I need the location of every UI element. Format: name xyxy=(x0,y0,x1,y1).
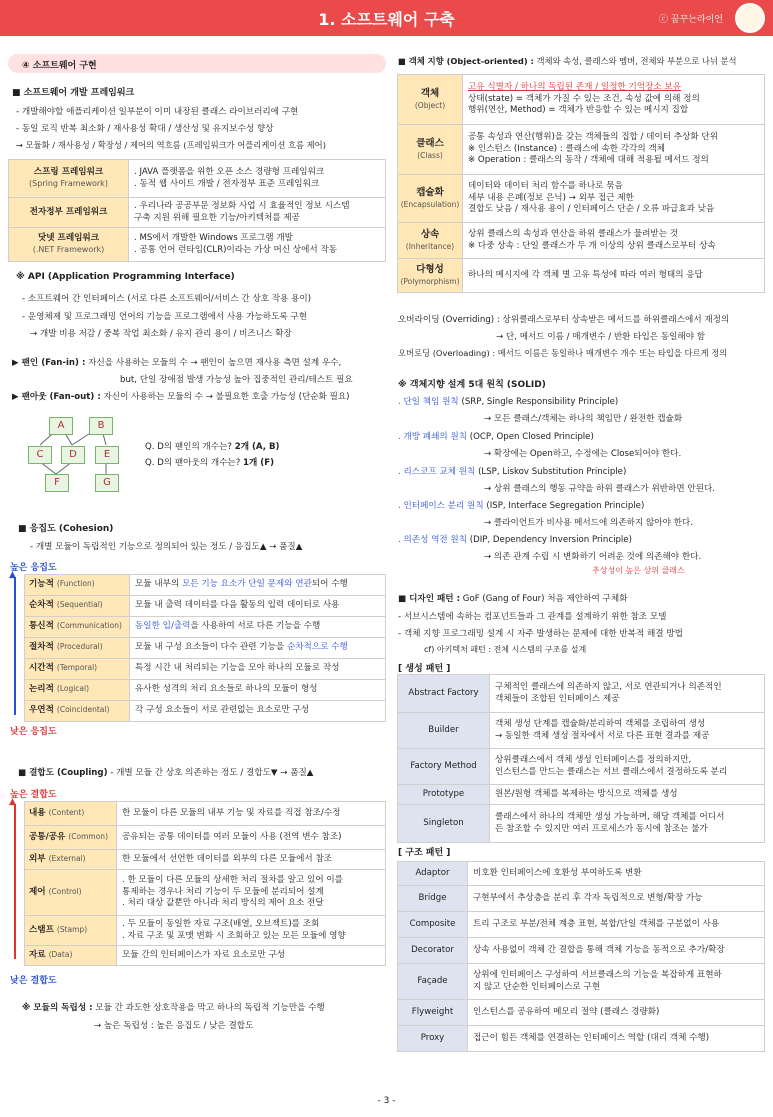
solid-title: ※ 객체지향 설계 5대 원칙 (SOLID) xyxy=(398,380,546,390)
arrow-up-icon: ▲ xyxy=(9,570,16,580)
node-e: E xyxy=(95,446,119,464)
creational-title: [ 생성 패턴 ] xyxy=(398,664,451,674)
coupling-high: 높은 결합도 xyxy=(10,790,57,800)
solid-dip-desc: → 의존 관계 수립 시 변화하기 어려운 것에 의존해야 한다. xyxy=(484,552,702,562)
coupling-table: 내용 (Content) 한 모듈이 다른 모듈의 내부 기능 및 자료를 직접 참조/수정 공통/공유 (Common) 공유되는 공통 데이터를 여러 모듈이 사용 (전역 변수 참조) 외부 (External) 한 모듈에서 선언한 데이터를 외부의 다른 모듈에서 참조 제어 (Control) . 한 모듈이 다른 모듈의 상세한 처리 절차를 알고 있어 이를 통제하는 경우나 처리 기능이 두 모듈에 분리되어 설계 . 처리 대상 값뿐만 아니라 처리 방식의 제어 요소 전달 스탬프 (Stamp) . 두 모듈이 동일한 자료 구조(배열, 오브젝트)를 조회 . 자료 구조 및 포맷 변화 시 조회하고 있는 모든 모듈에 영향 자료 (Data) 모듈 간의 인터페이스가 자료 요소로만 구성 xyxy=(24,801,386,966)
oo-title: ■ 객체 지향 (Object-oriented) : 객체와 속성, 클래스와 멤버, 전체와 부분으로 나뉘 분석 xyxy=(398,56,737,66)
cohesion-arrow xyxy=(14,577,16,715)
independence: ※ 모듈의 독립성 : 모듈 간 과도한 상호작용을 막고 하나의 독립적 기능만을 수행 xyxy=(22,1003,325,1013)
cohesion-low: 낮은 응집도 xyxy=(10,727,57,737)
independence-cont: → 높은 독립성 : 높은 응집도 / 낮은 결합도 xyxy=(94,1021,254,1031)
node-a: A xyxy=(49,417,73,435)
fw-sub: (Spring Framework) xyxy=(29,178,108,188)
solid-lsp: . 리스코프 교체 원칙 (LSP, Liskov Substitution Principle) xyxy=(398,467,627,477)
solid-isp-desc: → 클라이언트가 비사용 메서드에 의존하지 않아야 한다. xyxy=(484,518,693,528)
overloading: 오버로딩 (Overloading) : 메서드 이름은 동일하나 매개변수 개수 또는 타입을 다르게 정의 xyxy=(398,348,728,358)
question-2: Q. D의 팬아웃의 개수는? 1개 (F) xyxy=(145,458,275,468)
node-b: B xyxy=(89,417,113,435)
section-pill: ④ 소프트웨어 구현 xyxy=(8,54,386,73)
arrow-up-icon: ▲ xyxy=(9,797,16,807)
dp-line: - 서브시스템에 속하는 컴포넌트들과 그 관계를 설계하기 위한 참조 모델 xyxy=(398,612,667,622)
solid-ocp-desc: → 확장에는 Open하고, 수정에는 Close되어야 한다. xyxy=(484,449,682,459)
api-line: → 개발 비용 저감 / 중복 작업 최소화 / 유지 관리 용이 / 비즈니스 확장 xyxy=(30,329,292,339)
cohesion-title: ■ 응집도 (Cohesion) xyxy=(18,524,114,534)
coupling-arrow xyxy=(14,804,16,959)
overriding-cont: → 단, 메서드 이름 / 매개변수 / 반환 타입은 동일해야 함 xyxy=(496,332,706,342)
framework-table: 스프링 프레임워크 (Spring Framework) . JAVA 플랫폼을 위한 오픈 소스 경량형 프레임워크 . 동적 웹 사이트 개발 / 전자정부 표준 프레임워크 전자정부 프레임워크 . 우리나라 공공부문 정보화 사업 시 효율적인 정보 시스템 구축 지원 위해 필요한 기능/아키텍처를 제공 닷넷 프레임워크 (.NET Framework) . MS에서 개발한 Windows 프로그램 개발 . 공통 언어 런타임(CLR)이라는 가상 머신 상에서 작동 xyxy=(8,159,386,262)
dp-title: ■ 디자인 패턴 : GoF (Gang of Four) 처음 제안하여 구체화 xyxy=(398,594,628,604)
fw-name: 스프링 프레임워크 xyxy=(33,166,104,177)
solid-srp-desc: → 모든 클래스/객체는 하나의 책임만 / 완전한 캡슐화 xyxy=(484,414,683,424)
fan-in-cont: but, 단일 장애점 발생 가능성 높아 집중적인 관리/테스트 필요 xyxy=(120,375,353,385)
copyright: ⓒ 꿈꾸는라이언 xyxy=(658,15,723,25)
solid-note: 추상성이 높은 상위 클래스 xyxy=(592,566,685,575)
api-title: ※ API (Application Programming Interface) xyxy=(16,272,235,282)
page-title: 1. 소프트웨어 구축 xyxy=(318,10,455,29)
page-header xyxy=(0,0,773,36)
cohesion-high: 높은 응집도 xyxy=(10,563,57,573)
overriding: 오버라이딩 (Overriding) : 상위클래스로부터 상속받은 메서드를 하위클래스에서 재정의 xyxy=(398,315,730,325)
solid-lsp-desc: → 상위 클래스의 행동 규약을 하위 클래스가 위반하면 안된다. xyxy=(484,484,716,494)
oo-table: 객체 (Object) 고유 식별자 / 하나의 독립된 존재 / 일정한 기억장소 보유 상태(state) = 객체가 가질 수 있는 조건, 속성 값에 의해 정의 행위(연산, Method) = 객체가 반응할 수 있는 메시지 집합 클래스 (Class) 공통 속성과 연산(행위)을 갖는 객체들의 집합 / 데이터 추상화 단위 ※ 인스턴스 (Instance) : 클래스에 속한 각각의 객체 ※ Operation : 클래스의 동작 / 객체에 대해 적용될 메서드 정의 캡슐화 (Encapsulation) 데이터와 데이터 처리 함수를 하나로 묶음 세부 내용 은폐(정보 은닉) → 외부 접근 제한 결합도 낮음 / 재사용 용이 / 인터페이스 단순 / 오류 파급효과 낮음 상속 (Inheritance) 상위 클래스의 속성과 연산을 하위 클래스가 물려받는 것 ※ 다중 상속 : 단일 클래스가 두 개 이상의 상위 클래스로부터 상속 다형성 (Polymorphism) 하나의 메시지에 각 객체 별 고유 특성에 따라 여러 형태의 응답 xyxy=(397,74,765,293)
lion-logo-icon xyxy=(735,3,765,33)
fw-line: - 동일 로직 반복 최소화 / 재사용성 확대 / 생산성 및 유지보수성 향상 xyxy=(16,124,274,134)
question-1: Q. D의 팬인의 개수는? 2개 (A, B) xyxy=(145,442,280,452)
page-number: - 3 - xyxy=(377,1096,396,1106)
dp-line: - 객체 지향 프로그래밍 설계 시 자주 발생하는 문제에 대한 반복적 해결 방법 xyxy=(398,629,683,639)
fw-title: ■ 소프트웨어 개발 프레임워크 xyxy=(12,88,135,98)
cohesion-table: 기능적 (Function) 모듈 내부의 모든 기능 요소가 단일 문제와 연관되어 수행 순차적 (Sequential) 모듈 내 출력 데이터를 다음 활동의 입력 데이터로 사용 통신적 (Communication) 동일한 입/출력을 사용하여 서로 다른 기능을 수행 절차적 (Procedural) 모듈 내 구성 요소들이 다수 관련 기능을 순차적으로 수행 시간적 (Temporal) 특정 시간 내 처리되는 기능을 모아 하나의 모듈로 작성 논리적 (Logical) 유사한 성격의 처리 요소들로 하나의 모듈이 형성 우연적 (Coincidental) 각 구성 요소들이 서로 관련없는 요소로만 구성 xyxy=(24,574,386,722)
solid-dip: . 의존성 역전 원칙 (DIP, Dependency Inversion Principle) xyxy=(398,535,632,545)
solid-isp: . 인터페이스 분리 원칙 (ISP, Interface Segregation Principle) xyxy=(398,501,645,511)
fan-out: ▶ 팬아웃 (Fan-out) : 자신이 사용하는 모듈의 수 → 불필요한 호출 가능성 (단순화 필요) xyxy=(12,392,350,402)
coupling-title: ■ 결합도 (Coupling) - 개별 모듈 간 상호 의존하는 정도 / 결합도▼ → 품질▲ xyxy=(18,768,314,778)
cohesion-desc: - 개별 모듈이 독립적인 기능으로 정의되어 있는 정도 / 응집도▲ → 품질▲ xyxy=(30,542,303,552)
node-c: C xyxy=(28,446,52,464)
dp-line: cf) 아키텍처 패턴 : 전체 시스템의 구조를 설계 xyxy=(424,645,587,654)
api-line: - 소프트웨어 간 인터페이스 (서로 다른 소프트웨어/서비스 간 상호 작용 용이) xyxy=(22,294,312,304)
fw-line: - 개발해야할 애플리케이션 일부분이 이미 내장된 클래스 라이브러리에 구현 xyxy=(16,107,299,117)
structural-title: [ 구조 패턴 ] xyxy=(398,848,451,858)
solid-srp: . 단일 책임 원칙 (SRP, Single Responsibility Principle) xyxy=(398,397,619,407)
fw-line: → 모듈화 / 재사용성 / 확장성 / 제어의 역흐름 (프레임워크가 어플리케이션 흐름 제어) xyxy=(16,140,326,150)
node-d: D xyxy=(61,446,85,464)
node-g: G xyxy=(95,474,119,492)
solid-ocp: . 개방 폐쇄의 원칙 (OCP, Open Closed Principle) xyxy=(398,432,594,442)
fw-name: 닷넷 프레임워크 xyxy=(37,232,100,243)
fan-in: ▶ 팬인 (Fan-in) : 자신을 사용하는 모듈의 수 → 팬인이 높으면 재사용 측면 설계 우수, xyxy=(12,358,342,368)
api-line: - 운영체제 및 프로그래밍 언어의 기능을 프로그램에서 사용 가능하도록 구현 xyxy=(22,312,308,322)
node-f: F xyxy=(45,474,69,492)
creational-table: Abstract Factory 구체적인 클래스에 의존하지 않고, 서로 연관되거나 의존적인 객체들이 조합된 인터페이스 제공 Builder 객체 생성 단계를 캡슐화/분리하여 객체를 조립하여 생성 → 동일한 객체 생성 절차에서 서로 다른 표현 결과를 제공 Factory Method 상위클래스에서 객체 생성 인터페이스를 정의하지만, 인스턴스를 만드는 클래스는 서브 클래스에서 결정하도록 분리 Prototype 원본/원형 객체를 복제하는 방식으로 객체를 생성 Singleton 클래스에서 하나의 객체만 생성 가능하며, 해당 객체를 어디서 든 참조할 수 있지만 여러 프로세스가 동시에 참조는 불가 xyxy=(397,674,765,843)
fw-name: 전자정부 프레임워크 xyxy=(29,206,108,217)
coupling-low: 낮은 결합도 xyxy=(10,976,57,986)
structural-table: Adaptor 비호환 인터페이스에 호환성 부여하도록 변환 Bridge 구현부에서 추상층을 분리 후 각자 독립적으로 변형/확장 가능 Composite 트리 구조로 부분/전체 계층 표현, 복합/단일 객체를 구분없이 사용 Decorator 상속 사용없이 객체 간 결합을 통해 객체 기능을 동적으로 추가/확장 Façade 상위에 인터페이스 구성하여 서브클래스의 기능을 복잡하게 표현하 지 않고 단순한 인터페이스로 구현 Flyweight 인스턴스를 공유하여 메모리 절약 (클래스 경량화) Proxy 접근이 힘든 객체를 연결하는 인터페이스 역할 (대리 객체 수행) xyxy=(397,861,765,1052)
